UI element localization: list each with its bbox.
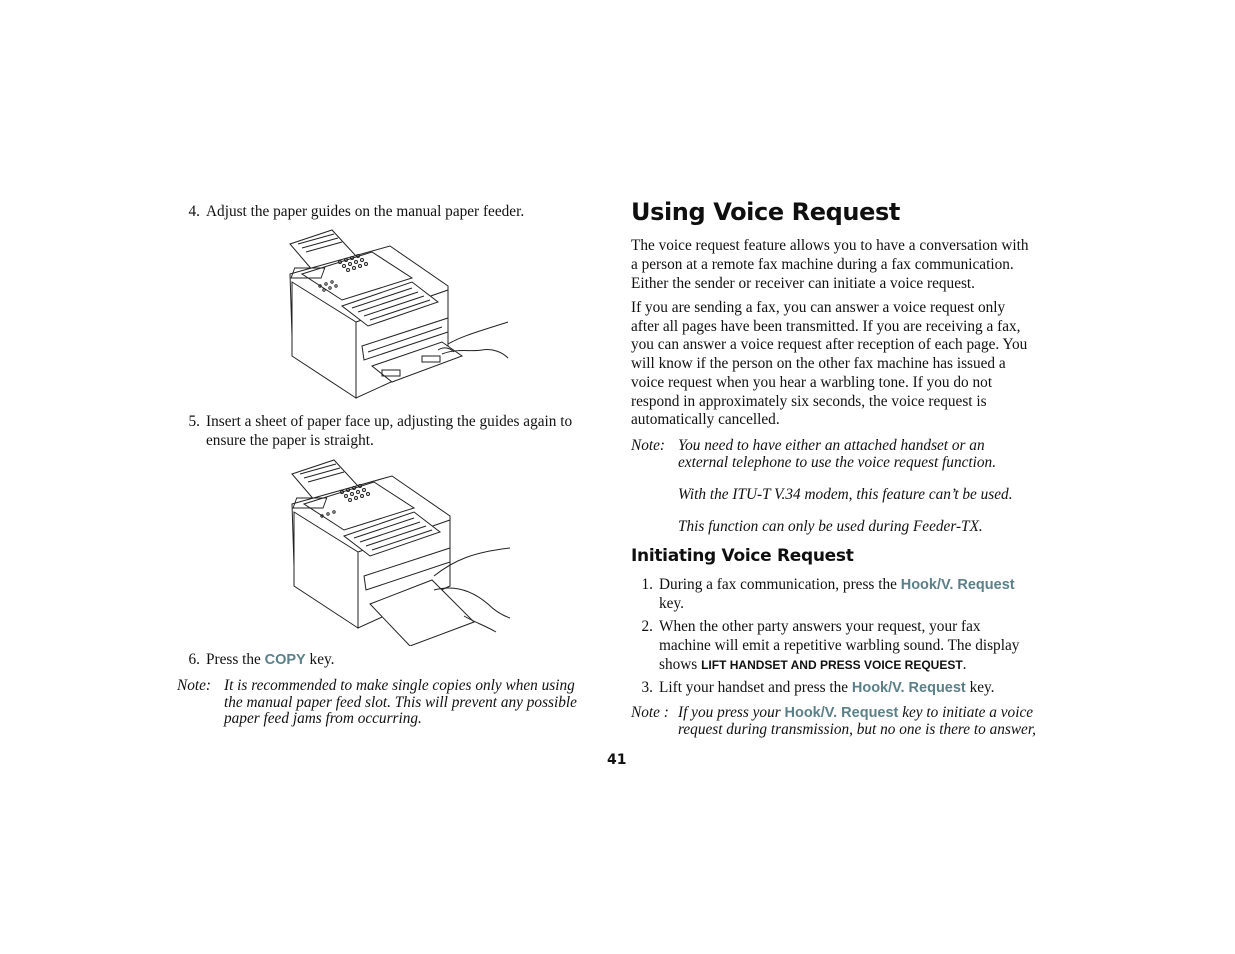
step-text-line: Insert a sheet of paper face up, adjusting the guides again to [206,413,573,430]
para-line: a person at a remote fax machine during a fax communication. [631,256,1014,273]
step-text-line: machine will emit a repetitive warbling sound. The display [659,637,1020,654]
para-line: The voice request feature allows you to have a conversation with [631,237,1029,254]
note-text-post: key to initiate a voice [898,704,1034,721]
para-line: respond in approximately six seconds, the voice request is [631,392,987,410]
para-line: after all pages have been transmitted. If you are receiving a fax, [631,317,1021,335]
hook-v-request-key-label: Hook/V. Request [900,577,1015,593]
fax-machine-paper-insert-illustration [274,456,514,646]
step-text [659,678,995,698]
section-subtitle: Initiating Voice Request [631,546,854,566]
note-line: With the ITU-T V.34 modem, this feature can’t be used. [678,486,1013,503]
para-details [631,299,1071,430]
step-number: 6. [188,651,200,668]
display-message: LIFT HANDSET AND PRESS VOICE REQUEST [701,657,963,672]
step-text-pre: shows [659,655,702,673]
step-text-line [659,655,967,675]
step-text-pre: During a fax communication, press the [659,576,901,593]
step-number: 2. [641,618,653,635]
note-label: Note: [631,437,665,454]
step-2 [633,617,1073,675]
note-line: request during transmission, but no one is there to answer, [678,720,1036,738]
para-line: you can answer a voice request after reception of each page. You [631,336,1028,354]
hook-v-request-key-label: Hook/V. Request [851,680,966,696]
note-line: It is recommended to make single copies only when using [224,677,575,694]
para-intro [631,236,1071,293]
note-line: external telephone to use the voice request function. [678,453,997,471]
step-text-line: key. [659,594,684,612]
para-line: voice request when you hear a warbling tone. If you do not [631,373,993,391]
note-voice-request [631,438,1071,538]
note-transmission [631,705,1071,741]
step-number: 4. [188,203,200,220]
note-line: You need to have either an attached handset or an [678,437,985,454]
step-text [206,650,334,670]
step-text: Adjust the paper guides on the manual paper feeder. [206,203,525,220]
note-line [678,705,1033,722]
step-4 [180,202,610,222]
step-number: 1. [641,576,653,593]
note-line: the manual paper feed slot. This will prevent any possible [224,693,577,711]
step-number: 3. [641,679,653,696]
copy-key-label: COPY [264,652,306,668]
step-6 [180,650,610,670]
para-line: If you are sending a fax, you can answer a voice request only [631,299,1006,316]
para-line: automatically cancelled. [631,411,780,429]
step-text-line [659,575,1015,595]
para-line: Either the sender or receiver can initiate a voice request. [631,275,976,292]
step-text-pre: Press the [206,651,265,668]
step-text-post: . [962,655,967,673]
step-number: 5. [188,413,200,430]
hook-v-request-key-label: Hook/V. Request [784,705,899,721]
page-number: 41 [607,752,627,768]
para-line: will know if the person on the other fax machine has issued a [631,355,1006,373]
step-5 [180,412,610,452]
note-line: This function can only be used during Feeder-TX. [678,518,983,535]
step-text-line: ensure the paper is straight. [206,432,374,449]
step-text-post: key. [965,679,995,696]
step-3 [633,678,1073,698]
step-text-pre: Lift your handset and press the [659,679,852,696]
page-title: Using Voice Request [631,198,900,226]
note-text-pre: If you press your [678,704,785,721]
note-line: paper feed jams from occurring. [224,710,422,727]
note-label: Note: [177,677,211,694]
note-label: Note : [631,704,669,721]
step-text-post: key. [305,651,335,668]
fax-machine-guides-illustration [272,226,512,402]
step-1 [633,575,1073,615]
step-text-line: When the other party answers your request, your fax [659,618,981,635]
note-manual-feed [177,678,607,730]
